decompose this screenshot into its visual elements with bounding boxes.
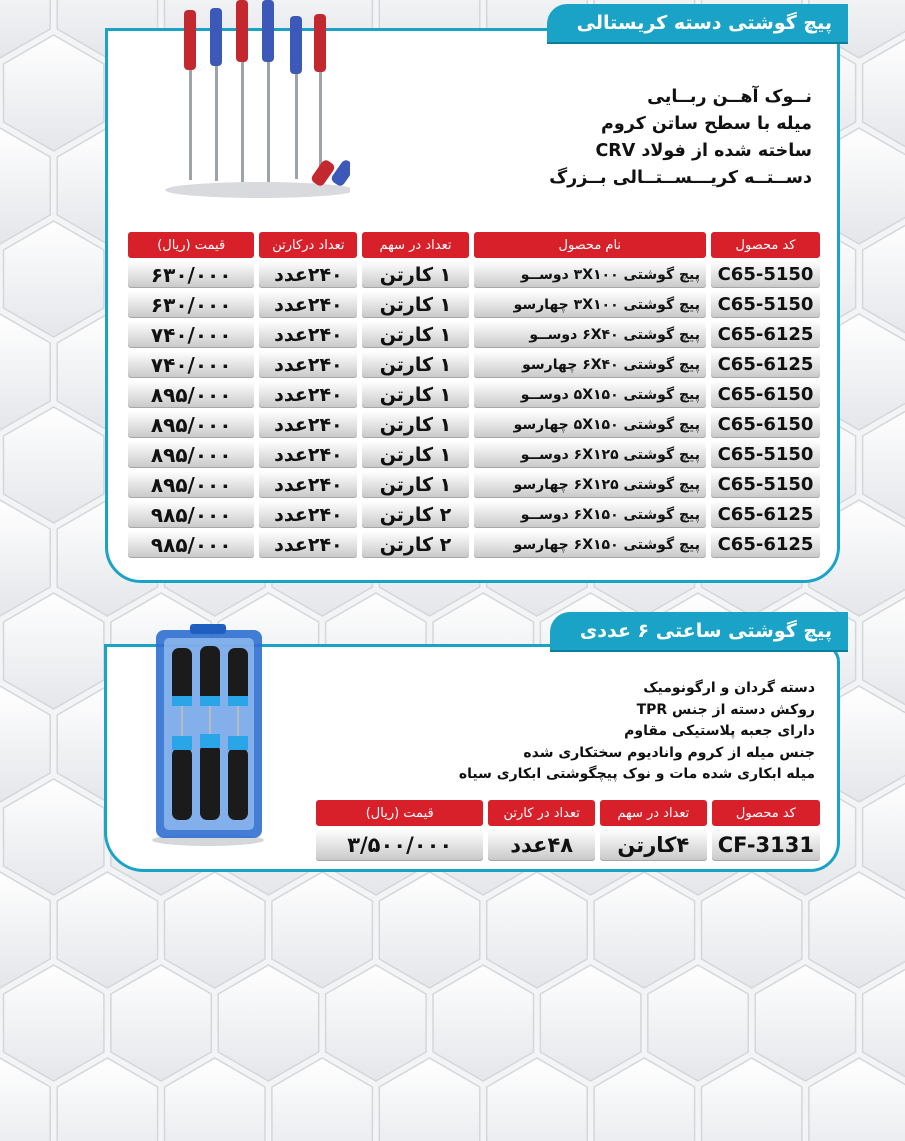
hexagon-shape [487,872,588,988]
feature-line: دارای جعبه پلاستیکی مقاوم [624,723,815,739]
cell-per-share: ۲ کارتن [362,531,468,558]
cell-product-name: پیچ گوشتی ۶X۱۵۰ دوســو [474,501,706,528]
cell-product-name: پیچ گوشتی ۵X۱۵۰ چهارسو [474,411,706,438]
cell-per-share: ۱ کارتن [362,441,468,468]
cell-product-code: C65-5150 [711,441,820,468]
table-row [128,411,820,438]
cell-per-carton: ۲۴۰عدد [259,291,357,318]
cell-per-share: ۱ کارتن [362,381,468,408]
table-row [128,321,820,348]
cell-price: ۶۳۰/۰۰۰ [128,261,254,288]
feature-line: نــوک آهــن ربــایی [647,87,812,107]
hexagon-shape [702,872,802,988]
hexagon-shape [4,407,104,523]
cell-price: ۹۸۵/۰۰۰ [128,501,254,528]
table-header-row [316,800,820,826]
hexagon-shape [218,965,319,1081]
section1-title: پیچ گوشتی دسته کریستالی [547,4,848,42]
hexagon-shape [379,872,480,988]
hexagon-shape [57,872,157,988]
table-row [128,351,820,378]
cell-product-code: C65-5150 [711,261,820,288]
precision-screwdriver-price-table [311,797,825,864]
section2-features [459,678,815,786]
table-row [128,291,820,318]
feature-line: روکش دسته از جنس TPR [636,701,815,718]
hexagon-shape [111,965,211,1081]
cell-product-code: CF-3131 [712,829,820,861]
table-row [316,829,820,861]
section1-features [549,84,812,192]
header-product-code: کد محصول [712,800,820,826]
cell-price: ۸۹۵/۰۰۰ [128,411,254,438]
cell-per-share: ۱ کارتن [362,321,468,348]
table-row [128,381,820,408]
hexagon-shape [648,965,748,1081]
feature-line: میله ابکاری شده مات و نوک پیچگوشتی ابکاری سیاه [458,766,815,782]
header-product-code: کد محصول [711,232,820,258]
precision-screwdriver-set-image [150,622,268,848]
table-header-row [128,232,820,258]
feature-line: جنس میله از کروم وانادیوم سختکاری شده [523,744,815,761]
cell-product-name: پیچ گوشتی ۶X۴۰ چهارسو [474,351,706,378]
crystal-screwdriver-price-table [123,229,825,561]
feature-line: میله با سطح ساتن کروم [601,114,812,134]
cell-per-share: ۴کارتن [600,829,707,861]
section2-title: پیچ گوشتی ساعتی ۶ عددی [550,612,848,650]
cell-product-code: C65-6125 [711,531,820,558]
cell-price: ۳/۵۰۰/۰۰۰ [316,829,483,861]
cell-product-code: C65-5150 [711,471,820,498]
cell-per-share: ۱ کارتن [362,411,468,438]
hexagon-shape [594,872,695,988]
hexagon-shape [272,872,373,988]
cell-price: ۸۹۵/۰۰۰ [128,441,254,468]
header-per-share: تعداد در سهم [600,800,707,826]
cell-product-code: C65-6125 [711,321,820,348]
table-row [128,531,820,558]
cell-per-carton: ۲۴۰عدد [259,351,357,378]
cell-price: ۸۹۵/۰۰۰ [128,471,254,498]
header-product-name: نام محصول [474,232,706,258]
feature-line: دســتــه کریـــســتــالی بــزرگ [549,168,812,188]
cell-per-carton: ۲۴۰عدد [259,381,357,408]
cell-product-code: C65-6150 [711,411,820,438]
header-price: قیمت (ریال) [128,232,254,258]
table-row [128,441,820,468]
cell-product-code: C65-6125 [711,501,820,528]
hexagon-shape [4,221,104,337]
hexagon-shape [4,965,104,1081]
cell-per-share: ۱ کارتن [362,261,468,288]
cell-product-name: پیچ گوشتی ۶X۱۲۵ دوســو [474,441,706,468]
hexagon-shape [4,779,104,895]
cell-per-share: ۱ کارتن [362,351,468,378]
cell-product-name: پیچ گوشتی ۶X۱۲۵ چهارسو [474,471,706,498]
table-row [128,501,820,528]
cell-per-share: ۱ کارتن [362,471,468,498]
cell-price: ۶۳۰/۰۰۰ [128,291,254,318]
hexagon-shape [165,872,266,988]
hexagon-shape [4,35,104,151]
hexagon-shape [755,965,855,1081]
hexagon-shape [433,965,534,1081]
header-price: قیمت (ریال) [316,800,483,826]
cell-product-name: پیچ گوشتی ۶X۴۰ دوســو [474,321,706,348]
table-row [128,471,820,498]
cell-per-share: ۲ کارتن [362,501,468,528]
hexagon-shape [809,872,905,988]
crystal-screwdrivers-image [150,0,350,205]
table-row [128,261,820,288]
cell-per-carton: ۲۴۰عدد [259,321,357,348]
cell-product-name: پیچ گوشتی ۵X۱۵۰ دوســو [474,381,706,408]
cell-price: ۷۴۰/۰۰۰ [128,351,254,378]
hexagon-shape [326,965,427,1081]
cell-per-carton: ۲۴۰عدد [259,471,357,498]
feature-line: ساخته شده از فولاد CRV [595,141,812,161]
cell-product-name: پیچ گوشتی ۳X۱۰۰ دوســو [474,261,706,288]
header-per-carton: تعداد درکارتن [259,232,357,258]
cell-per-carton: ۲۴۰عدد [259,411,357,438]
cell-per-carton: ۲۴۰عدد [259,441,357,468]
cell-product-code: C65-6125 [711,351,820,378]
cell-price: ۹۸۵/۰۰۰ [128,531,254,558]
hexagon-shape [540,965,641,1081]
header-per-share: تعداد در سهم [362,232,468,258]
cell-price: ۷۴۰/۰۰۰ [128,321,254,348]
cell-per-carton: ۴۸عدد [488,829,594,861]
cell-product-code: C65-6150 [711,381,820,408]
cell-per-carton: ۲۴۰عدد [259,501,357,528]
cell-per-carton: ۲۴۰عدد [259,261,357,288]
cell-per-carton: ۲۴۰عدد [259,531,357,558]
feature-line: دسته گردان و ارگونومیک [643,680,815,696]
cell-per-share: ۱ کارتن [362,291,468,318]
cell-product-name: پیچ گوشتی ۶X۱۵۰ چهارسو [474,531,706,558]
hexagon-shape [4,593,104,709]
cell-product-name: پیچ گوشتی ۳X۱۰۰ چهارسو [474,291,706,318]
cell-product-code: C65-5150 [711,291,820,318]
cell-price: ۸۹۵/۰۰۰ [128,381,254,408]
header-per-carton: تعداد در کارتن [488,800,594,826]
